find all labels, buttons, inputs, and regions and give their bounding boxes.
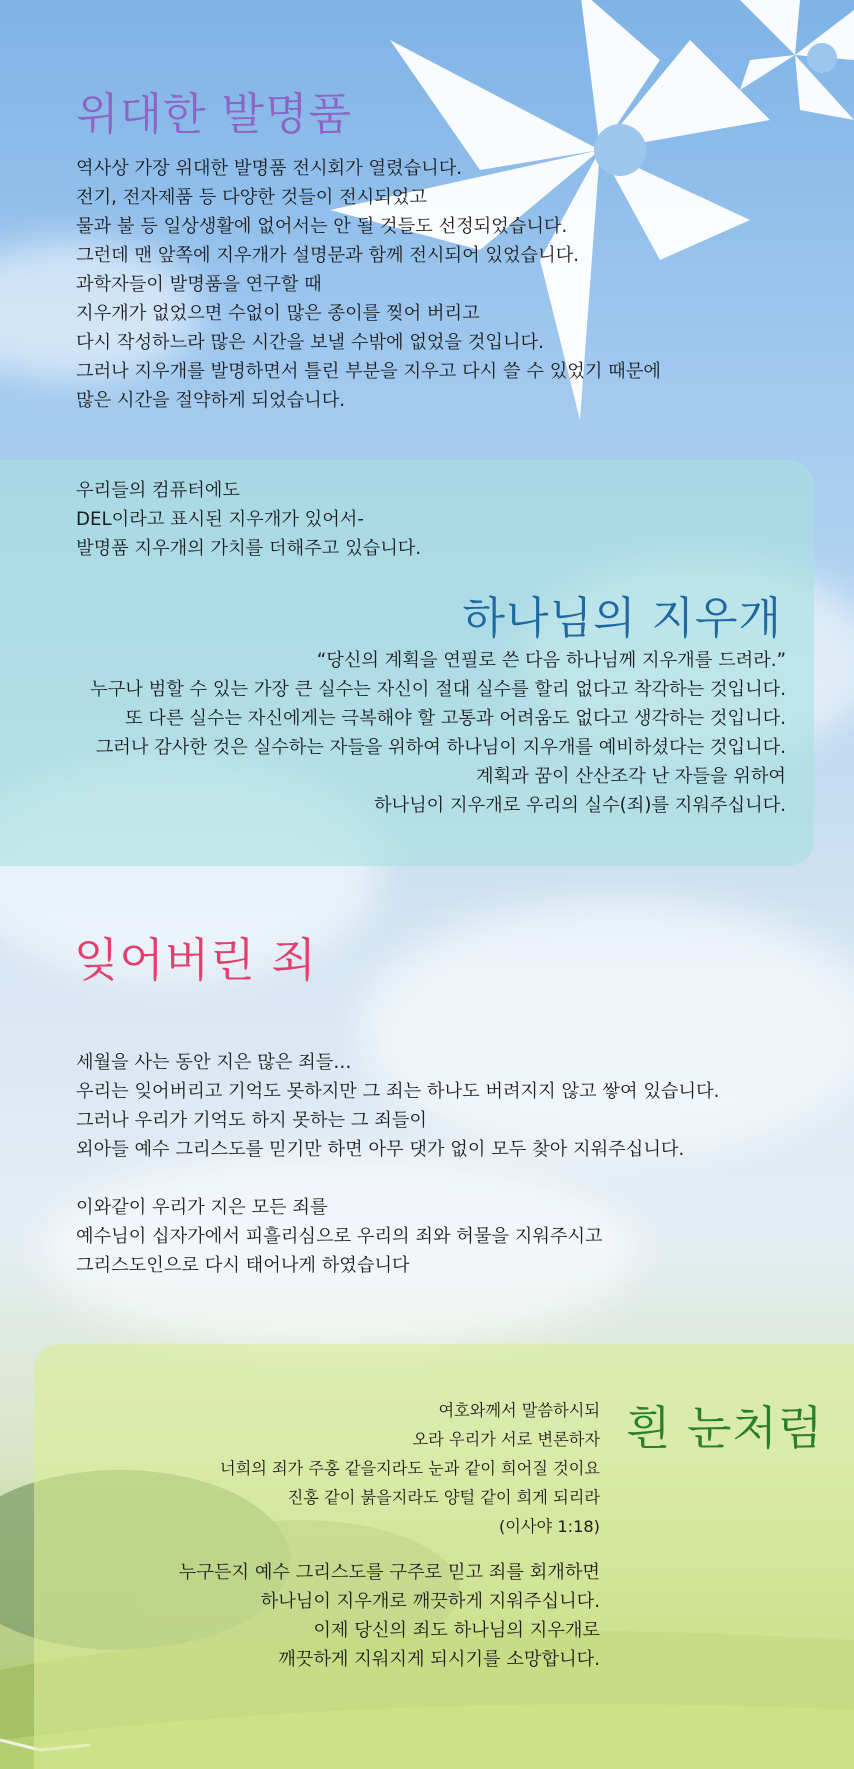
text-line: 누구나 범할 수 있는 가장 큰 실수는 자신이 절대 실수를 할리 없다고 착각하는 것입니다. [90, 679, 786, 700]
verse-reference: (이사야 1:18) [498, 1517, 600, 1536]
forgotten-sins-text [76, 1048, 719, 1280]
text-line: 그리스도인으로 다시 태어나게 하였습니다 [76, 1255, 410, 1276]
title-great-invention: 위대한 발명품 [76, 89, 353, 140]
text-line: DEL이라고 표시된 지우개가 있어서- [76, 509, 364, 530]
text-line: 지우개가 없었으면 수없이 많은 종이를 찢어 버리고 [76, 303, 480, 324]
text-line: 예수님이 십자가에서 피흘리심으로 우리의 죄와 허물을 지워주시고 [76, 1226, 603, 1247]
text-line: 우리는 잊어버리고 기억도 못하지만 그 죄는 하나도 버려지지 않고 쌓여 있습니다. [76, 1081, 720, 1102]
title-gods-eraser: 하나님의 지우개 [462, 593, 782, 644]
text-line: 누구든지 예수 그리스도를 구주로 믿고 죄를 회개하면 [178, 1562, 600, 1583]
verse-line: 진홍 같이 붉을지라도 양털 같이 희게 되리라 [287, 1488, 600, 1507]
text-line: 발명품 지우개의 가치를 더해주고 있습니다. [76, 538, 422, 559]
verse-line: 너희의 죄가 주홍 같을지라도 눈과 같이 희어질 것이요 [219, 1459, 600, 1478]
title-white-as-snow: 흰 눈처럼 [626, 1401, 824, 1455]
text-line: 역사상 가장 위대한 발명품 전시회가 열렸습니다. [76, 158, 463, 179]
verse-line: 오라 우리가 서로 변론하자 [412, 1430, 600, 1449]
text-line: 깨끗하게 지워지게 되시기를 소망합니다. [278, 1649, 600, 1670]
text-line: 많은 시간을 절약하게 되었습니다. [76, 390, 346, 411]
text-line: 또 다른 실수는 자신에게는 극복해야 할 고통과 어려움도 없다고 생각하는 것입니다. [125, 708, 786, 729]
text-line: 전기, 전자제품 등 다양한 것들이 전시되었고 [76, 187, 427, 208]
text-line: “당신의 계획을 연필로 쓴 다음 하나님께 지우개를 드려라.” [316, 650, 786, 671]
text-line: 과학자들이 발명품을 연구할 때 [76, 274, 322, 295]
white-as-snow-text [179, 1558, 600, 1674]
computer-del-text [76, 476, 421, 563]
text-line: 계획과 꿈이 산산조각 난 자들을 위하여 [475, 766, 786, 787]
gods-eraser-text [90, 646, 786, 820]
text-line: 세월을 사는 동안 지은 많은 죄들… [76, 1052, 352, 1073]
great-invention-text [76, 154, 661, 415]
text-line: 그러나 감사한 것은 실수하는 자들을 위하여 하나님이 지우개를 예비하셨다는 것입니다. [95, 737, 786, 758]
text-line: 외아들 예수 그리스도를 믿기만 하면 아무 댓가 없이 모두 찾아 지워주십니다. [76, 1139, 685, 1160]
paragraph-gap [76, 1164, 719, 1193]
text-line: 하나님이 지우개로 우리의 실수(죄)를 지워주십니다. [373, 795, 786, 816]
text-line: 그러나 우리가 기억도 하지 못하는 그 죄들이 [76, 1110, 427, 1131]
verse-line: 여호와께서 말씀하시되 [438, 1401, 600, 1420]
text-line: 물과 불 등 일상생활에 없어서는 안 될 것들도 선정되었습니다. [76, 216, 568, 237]
text-line: 그러나 지우개를 발명하면서 틀린 부분을 지우고 다시 쓸 수 있었기 때문에 [76, 361, 661, 382]
text-line: 이와같이 우리가 지은 모든 죄를 [76, 1197, 328, 1218]
title-forgotten-sins: 잊어버린 죄 [74, 933, 317, 987]
text-line: 이제 당신의 죄도 하나님의 지우개로 [313, 1620, 600, 1641]
text-line: 하나님이 지우개로 깨끗하게 지워주십니다. [260, 1591, 600, 1612]
text-line: 그런데 맨 앞쪽에 지우개가 설명문과 함께 전시되어 있었습니다. [76, 245, 580, 266]
isaiah-verse [220, 1396, 600, 1541]
text-line: 다시 작성하느라 많은 시간을 보낼 수밖에 없었을 것입니다. [76, 332, 544, 353]
text-line: 우리들의 컴퓨터에도 [76, 480, 240, 501]
